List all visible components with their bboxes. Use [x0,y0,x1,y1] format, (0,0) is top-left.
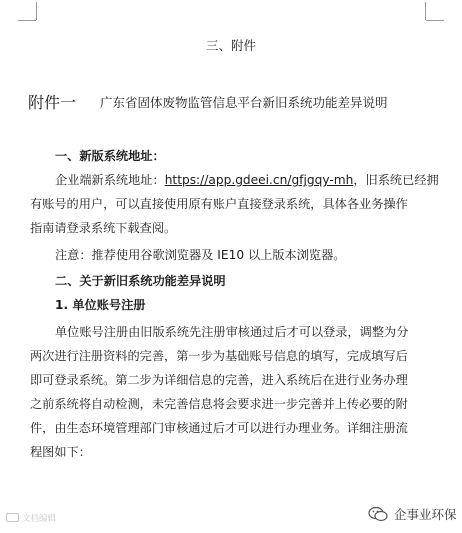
crop-mark-top-right-horizontal [426,20,444,21]
crop-mark-top-left-vertical [36,2,37,20]
paragraph-line: 程图如下： [30,445,91,459]
crop-mark-top-right-vertical [425,2,426,20]
wechat-logo-icon [368,506,388,522]
watermark-left [6,512,56,524]
heading-differences: 二、关于新旧系统功能差异说明 [55,274,226,288]
heading-new-system-address: 一、新版系统地址： [55,149,165,163]
subheading-account-registration: 1. 单位账号注册 [55,298,146,312]
paragraph-line: 即可登录系统。第二步为详细信息的完善，进入系统后在进行业务办理 [30,373,408,387]
attachment-title: 广东省固体废物监管信息平台新旧系统功能差异说明 [100,95,388,110]
browser-note: 注意：推荐使用谷歌浏览器及 IE10 以上版本浏览器。 [55,248,346,262]
attachment-label: 附件一 [28,93,77,112]
paragraph-line: 单位账号注册由旧版系统先注册审核通过后才可以登录，调整为分 [55,325,409,339]
section-header: 三、附件 [205,38,256,53]
watermark-right [368,505,457,523]
paragraph-line: 件，由生态环境管理部门审核通过后才可以进行办理业务。详细注册流 [30,421,408,435]
address-prefix: 企业端新系统地址： [55,173,165,187]
crop-mark-top-left-horizontal [18,20,36,21]
paragraph-line: 之前系统将自动检测，未完善信息将会要求进一步完善并上传必要的附 [30,397,408,411]
paragraph-line: 两次进行注册资料的完善，第一步为基础账号信息的填写，完成填写后 [30,349,408,363]
watermark-right-text: 企事业环保 [394,507,457,522]
new-system-address-line-3: 指南请登录系统下载查阅。 [30,221,177,235]
system-url-link[interactable]: https://app.gdeei.cn/gfjgqy-mh [164,173,354,187]
address-suffix: ，旧系统已经拥 [353,173,439,187]
new-system-address-line-1 [55,172,439,188]
new-system-address-line-2: 有账号的用户，可以直接使用原有账户直接登录系统，具体各业务操作 [30,197,408,211]
camera-icon [6,513,19,522]
watermark-left-text: 文档编辑 [22,514,57,524]
